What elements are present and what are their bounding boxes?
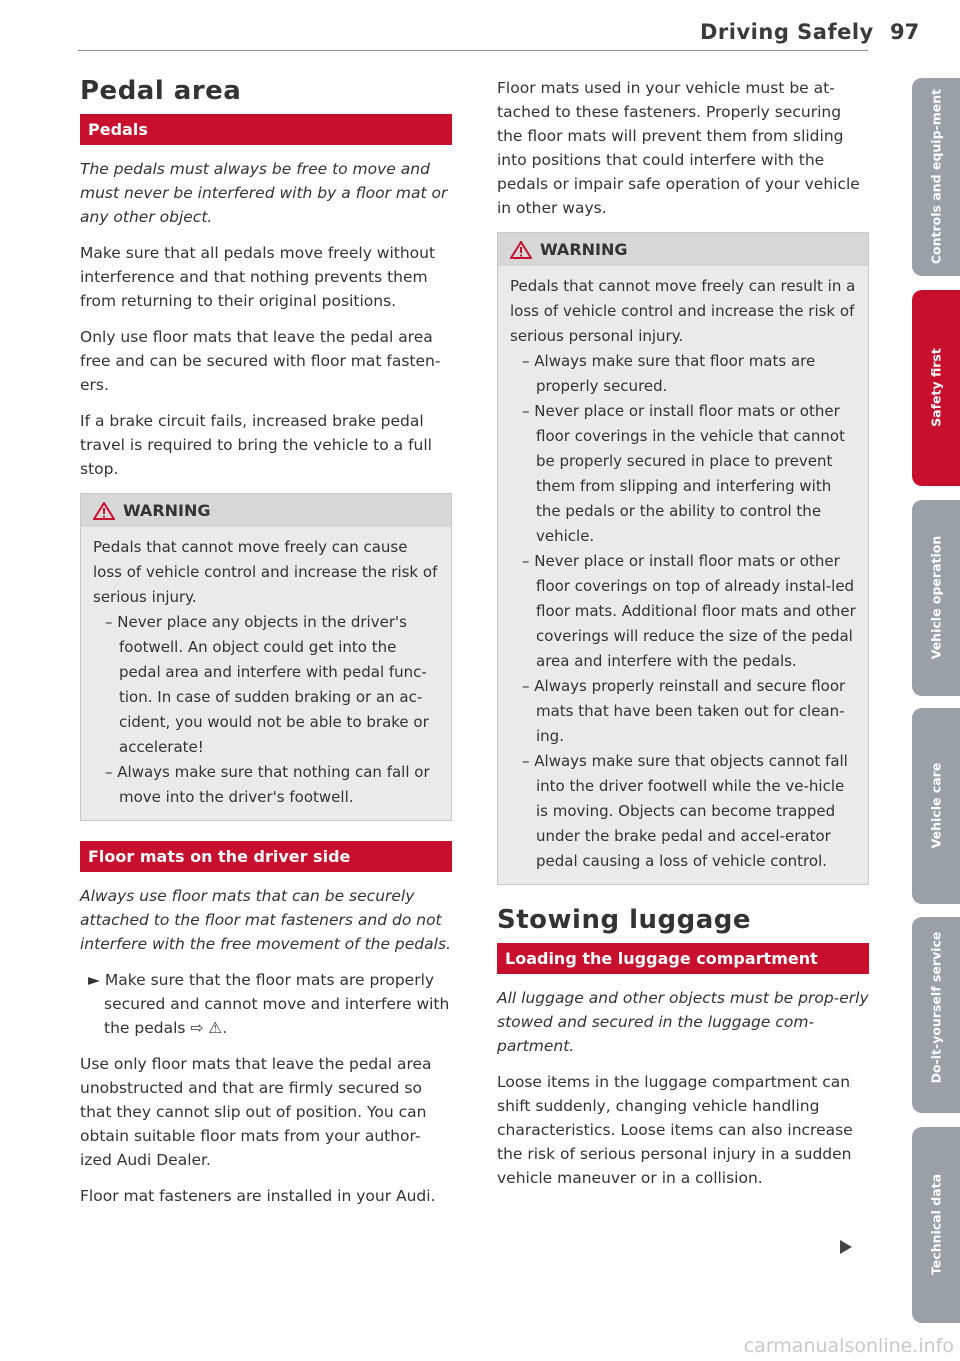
warning-header (81, 494, 451, 527)
tab-label: Technical data (928, 1173, 944, 1276)
warning-list-item: – Always make sure that nothing can fall or move into the driver's footwell. (105, 763, 430, 806)
tab-safety-first[interactable] (912, 290, 960, 486)
tab-technical-data[interactable] (912, 1127, 960, 1323)
header-rule (78, 50, 868, 51)
lead-luggage: All luggage and other objects must be prop-erly stowed and secured in the luggage com-partment. (497, 989, 869, 1055)
tab-label: Vehicle care (928, 762, 944, 849)
paragraph: Loose items in the luggage compartment can shift suddenly, changing vehicle handling characteristics. Loose items can also increase the risk of serious personal injury in a sudden vehicle maneuver or in a collision. (497, 1073, 853, 1187)
subsection-title-floor-mats: Floor mats on the driver side (80, 841, 452, 872)
tab-label: Vehicle operation (928, 535, 944, 660)
warning-box (80, 493, 452, 821)
warning-triangle-icon (510, 241, 532, 259)
page-number: 97 (890, 20, 920, 44)
continue-arrow-icon (840, 1240, 852, 1254)
right-column (497, 76, 869, 1202)
watermark: carmanualsonline.info (743, 1335, 954, 1357)
paragraph: Floor mats used in your vehicle must be at-tached to these fasteners. Properly securing the floor mats will prevent them from sliding into positions that could interfere with the pedals or impair safe operation of your vehicle in other ways. (497, 79, 860, 217)
tab-vehicle-care[interactable] (912, 708, 960, 904)
subsection-title-pedals: Pedals (80, 114, 452, 145)
warning-list-item: – Always make sure that floor mats are properly secured. (522, 352, 816, 395)
tab-label: Controls and equip-ment (928, 88, 944, 265)
section-title-pedal-area: Pedal area (80, 76, 242, 106)
warning-label: WARNING (540, 240, 628, 259)
paragraph: Floor mat fasteners are installed in your Audi. (80, 1187, 436, 1205)
warning-label: WARNING (123, 501, 211, 520)
header-title: Driving Safely (700, 20, 874, 44)
tab-label: Do-it-yourself service (928, 931, 944, 1084)
warning-list-item: – Always make sure that objects cannot fall into the driver footwell while the ve-hicle is moving. Objects can become trapped under the brake pedal and accel-erator pedal causing a loss of vehicle control. (522, 752, 848, 870)
warning-body (498, 266, 868, 884)
lead-pedals: The pedals must always be free to move and must never be interfered with by a floor mat or any other object. (80, 160, 448, 226)
tab-do-it-yourself-service[interactable] (912, 917, 960, 1113)
lead-floor-mats: Always use floor mats that can be securely attached to the floor mat fasteners and do not interfere with the free movement of the pedals. (80, 887, 451, 953)
paragraph: Only use floor mats that leave the pedal area free and can be secured with floor mat fasten-ers. (80, 328, 441, 394)
tab-label: Safety first (928, 348, 944, 427)
paragraph: Use only floor mats that leave the pedal area unobstructed and that are firmly secured so that they cannot slip out of position. You can obtain suitable floor mats from your author-ized Audi Dealer. (80, 1055, 432, 1169)
warning-box (497, 232, 869, 885)
warning-header (498, 233, 868, 266)
paragraph: If a brake circuit fails, increased brake pedal travel is required to bring the vehicle to a full stop. (80, 412, 432, 478)
warning-body (81, 527, 451, 820)
subsection-title-luggage: Loading the luggage compartment (497, 943, 869, 974)
warning-triangle-icon (93, 502, 115, 520)
tab-controls-and-equipment[interactable] (912, 78, 960, 276)
tab-vehicle-operation[interactable] (912, 500, 960, 696)
warning-list-item: – Never place or install floor mats or other floor coverings in the vehicle that cannot be properly secured in place to prevent them from slipping and interfering with the pedals or the ability to control the vehicle. (522, 402, 845, 545)
action-bullet: ► Make sure that the floor mats are properly secured and cannot move and interfere with the pedals ⇨ ⚠. (88, 971, 450, 1037)
left-column (80, 76, 452, 1220)
warning-intro: Pedals that cannot move freely can cause loss of vehicle control and increase the risk of serious injury. (93, 538, 438, 606)
warning-intro: Pedals that cannot move freely can result in a loss of vehicle control and increase the risk of serious personal injury. (510, 277, 856, 345)
section-title-stowing-luggage: Stowing luggage (497, 905, 752, 935)
paragraph: Make sure that all pedals move freely without interference and that nothing prevents them from returning to their original positions. (80, 244, 436, 310)
warning-list-item: – Never place or install floor mats or other floor coverings on top of already instal-led floor mats. Additional floor mats and other coverings will reduce the size of the pedal area and interfere with the pedals. (522, 552, 856, 670)
warning-list-item: – Always properly reinstall and secure floor mats that have been taken out for clean-ing. (522, 677, 846, 745)
warning-list-item: – Never place any objects in the driver's footwell. An object could get into the pedal area and interfere with pedal func-tion. In case of sudden braking or an ac-cident, you would not be able to brake or accelerate! (105, 613, 429, 756)
